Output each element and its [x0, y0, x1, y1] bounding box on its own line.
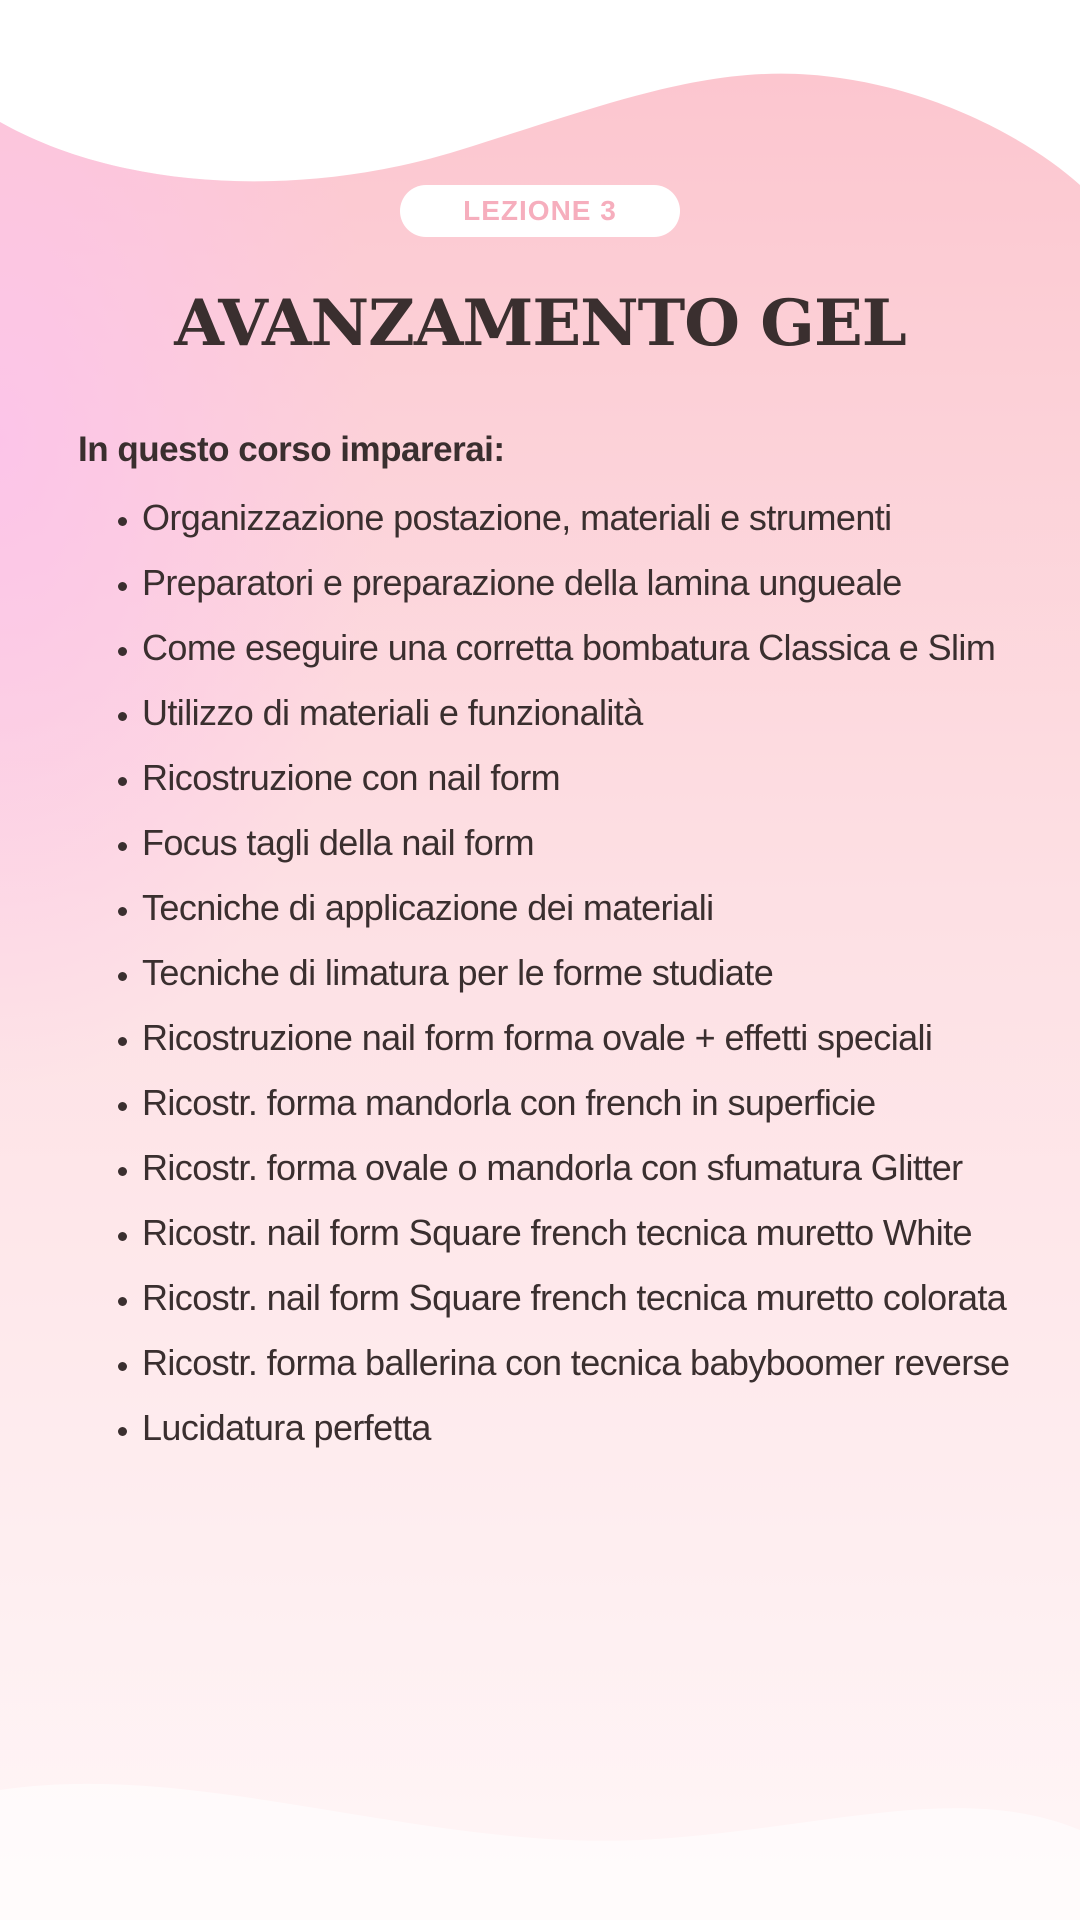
topics-list [90, 485, 1042, 1460]
list-item: • Ricostr. nail form Square french tecnica muretto White [142, 1200, 1042, 1265]
list-item: • Lucidatura perfetta [142, 1395, 1042, 1460]
list-item: • Preparatori e preparazione della lamina ungueale [142, 550, 1042, 615]
intro-heading: In questo corso imparerai: [78, 430, 505, 469]
list-item: • Come eseguire una corretta bombatura Classica e Slim [142, 615, 1042, 680]
list-item: • Focus tagli della nail form [142, 810, 1042, 875]
list-item: • Tecniche di limatura per le forme studiate [142, 940, 1042, 1005]
lesson-badge: LEZIONE 3 [400, 185, 680, 237]
list-item: • Utilizzo di materiali e funzionalità [142, 680, 1042, 745]
list-item: • Ricostruzione con nail form [142, 745, 1042, 810]
list-item: • Ricostruzione nail form forma ovale + effetti speciali [142, 1005, 1042, 1070]
list-item: • Organizzazione postazione, materiali e strumenti [142, 485, 1042, 550]
list-item: • Ricostr. forma ballerina con tecnica babyboomer reverse [142, 1330, 1042, 1395]
list-item: • Tecniche di applicazione dei materiali [142, 875, 1042, 940]
list-item: • Ricostr. nail form Square french tecnica muretto colorata [142, 1265, 1042, 1330]
page-title: AVANZAMENTO GEL [174, 286, 906, 361]
list-item: • Ricostr. forma ovale o mandorla con sfumatura Glitter [142, 1135, 1042, 1200]
list-item: • Ricostr. forma mandorla con french in superficie [142, 1070, 1042, 1135]
